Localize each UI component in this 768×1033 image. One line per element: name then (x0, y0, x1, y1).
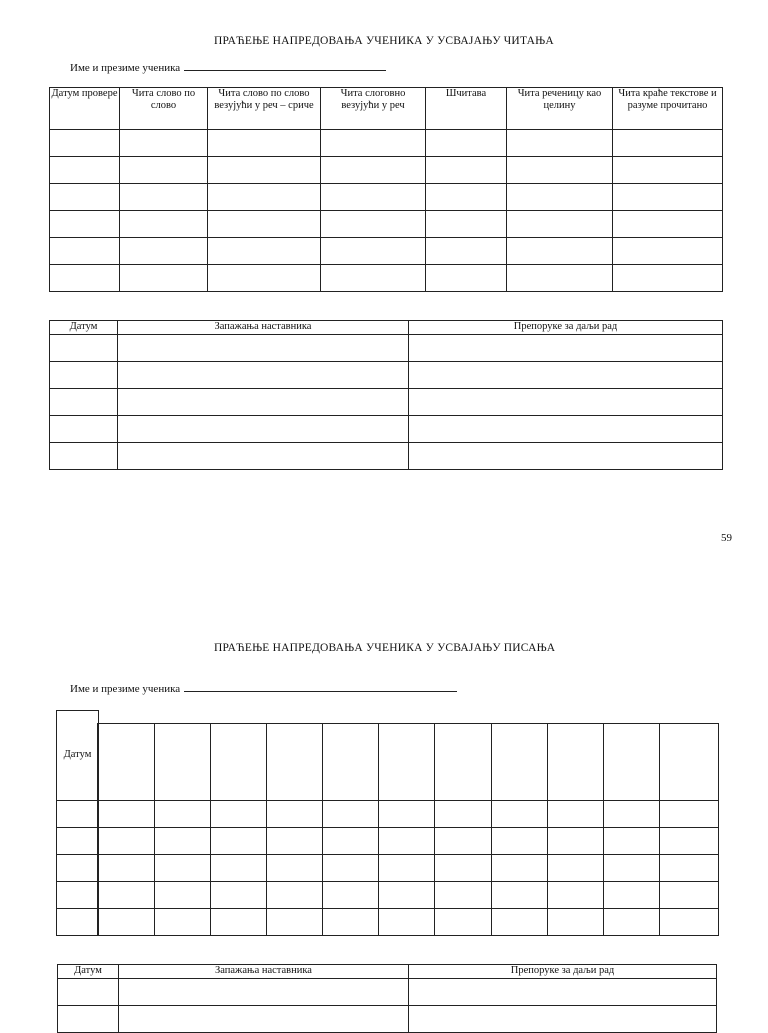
table-cell[interactable] (660, 882, 719, 909)
table-cell[interactable] (118, 335, 409, 362)
table-cell[interactable] (426, 265, 507, 292)
table-row (98, 801, 719, 828)
table-cell[interactable] (50, 130, 120, 157)
table-cell[interactable] (435, 801, 492, 828)
table-cell[interactable] (120, 238, 208, 265)
reading-title: ПРАЋЕЊЕ НАПРЕДОВАЊА УЧЕНИКА У УСВАЈАЊУ ЧИТАЊА (214, 35, 554, 47)
writing-header-row (98, 724, 719, 801)
table-cell[interactable] (435, 909, 492, 936)
table-cell[interactable] (507, 211, 613, 238)
table-cell[interactable] (660, 801, 719, 828)
table-cell[interactable] (58, 979, 119, 1006)
table-cell[interactable] (323, 909, 379, 936)
table-cell[interactable] (120, 184, 208, 211)
table-row (50, 443, 723, 470)
table-cell[interactable] (409, 443, 723, 470)
table-cell[interactable] (492, 828, 548, 855)
col-header: Запажања наставника (118, 321, 409, 335)
table-cell[interactable] (208, 184, 321, 211)
table-cell[interactable] (58, 1006, 119, 1033)
table-cell[interactable] (50, 157, 120, 184)
table-cell[interactable] (321, 157, 426, 184)
table-cell[interactable] (613, 211, 723, 238)
table-cell[interactable] (323, 855, 379, 882)
writing-date-column (56, 710, 99, 936)
table-cell[interactable] (118, 362, 409, 389)
col-header: Чита краће текстове и разуме прочитано (613, 88, 723, 130)
table-cell[interactable] (492, 909, 548, 936)
table-cell[interactable] (208, 130, 321, 157)
table-cell[interactable] (120, 157, 208, 184)
reading-student-name-field (70, 62, 386, 74)
table-cell[interactable] (50, 265, 120, 292)
student-name-label: Име и презиме ученика (70, 62, 181, 74)
table-cell[interactable] (98, 882, 155, 909)
table-cell[interactable] (267, 828, 323, 855)
table-row (50, 335, 723, 362)
table-row (50, 211, 723, 238)
table-cell[interactable] (57, 855, 99, 882)
table-cell[interactable] (426, 130, 507, 157)
table-cell[interactable] (660, 828, 719, 855)
table-cell[interactable] (604, 801, 660, 828)
table-cell[interactable] (492, 855, 548, 882)
table-cell[interactable] (98, 828, 155, 855)
table-cell[interactable] (379, 909, 435, 936)
table-cell[interactable] (211, 828, 267, 855)
table-cell[interactable] (613, 157, 723, 184)
col-header: Датум (58, 965, 119, 979)
table-cell[interactable] (604, 882, 660, 909)
table-cell[interactable] (98, 801, 155, 828)
table-cell[interactable] (208, 157, 321, 184)
table-cell[interactable] (57, 801, 99, 828)
table-cell[interactable] (613, 265, 723, 292)
table-cell[interactable] (50, 416, 118, 443)
table-cell[interactable] (267, 801, 323, 828)
table-cell[interactable] (409, 335, 723, 362)
table-cell[interactable] (379, 801, 435, 828)
table-cell[interactable] (548, 882, 604, 909)
table-cell[interactable] (492, 882, 548, 909)
table-cell[interactable] (321, 238, 426, 265)
col-header: Чита слово по слово (120, 88, 208, 130)
table-cell[interactable] (379, 882, 435, 909)
table-cell[interactable] (50, 335, 118, 362)
col-header (211, 724, 267, 801)
table-cell[interactable] (208, 238, 321, 265)
table-cell[interactable] (507, 184, 613, 211)
table-cell[interactable] (548, 855, 604, 882)
table-cell[interactable] (50, 211, 120, 238)
table-cell[interactable] (57, 909, 99, 936)
table-cell[interactable] (660, 855, 719, 882)
table-cell[interactable] (426, 184, 507, 211)
table-row (98, 828, 719, 855)
table-row (98, 882, 719, 909)
table-cell[interactable] (57, 828, 99, 855)
table-cell[interactable] (426, 211, 507, 238)
col-header (435, 724, 492, 801)
col-header: Шчитава (426, 88, 507, 130)
table-cell[interactable] (119, 1006, 409, 1033)
col-header: Чита слово по слово везујући у реч – сриче (208, 88, 321, 130)
table-cell[interactable] (323, 801, 379, 828)
date-header: Датум (57, 711, 99, 801)
table-cell[interactable] (548, 801, 604, 828)
writing-student-name-field (70, 683, 457, 695)
col-header (379, 724, 435, 801)
col-header (604, 724, 660, 801)
table-cell[interactable] (604, 855, 660, 882)
reading-progress-table (49, 87, 723, 292)
table-cell[interactable] (321, 265, 426, 292)
table-row (50, 130, 723, 157)
col-header (492, 724, 548, 801)
table-cell[interactable] (120, 211, 208, 238)
table-cell[interactable] (267, 855, 323, 882)
table-cell[interactable] (435, 882, 492, 909)
table-cell[interactable] (507, 265, 613, 292)
student-name-blank (184, 69, 386, 71)
col-header: Препоруке за даљи рад (409, 321, 723, 335)
col-header: Препоруке за даљи рад (409, 965, 717, 979)
table-cell[interactable] (98, 909, 155, 936)
table-cell[interactable] (379, 828, 435, 855)
student-name-blank (184, 690, 457, 692)
table-cell[interactable] (208, 211, 321, 238)
table-row (98, 909, 719, 936)
table-cell[interactable] (409, 1006, 717, 1033)
table-cell[interactable] (604, 828, 660, 855)
table-cell[interactable] (435, 828, 492, 855)
table-cell[interactable] (409, 362, 723, 389)
writing-progress-table (97, 723, 719, 936)
table-row (50, 389, 723, 416)
table-cell[interactable] (507, 130, 613, 157)
table-cell[interactable] (208, 265, 321, 292)
reading-header-row (50, 88, 723, 130)
table-row (50, 362, 723, 389)
table-row (50, 184, 723, 211)
table-cell[interactable] (492, 801, 548, 828)
table-row (50, 265, 723, 292)
table-cell[interactable] (211, 909, 267, 936)
col-header (267, 724, 323, 801)
col-header: Датум провере (50, 88, 120, 130)
table-cell[interactable] (321, 211, 426, 238)
table-cell[interactable] (155, 801, 211, 828)
table-cell[interactable] (50, 389, 118, 416)
table-cell[interactable] (155, 855, 211, 882)
table-cell[interactable] (379, 855, 435, 882)
table-cell[interactable] (548, 909, 604, 936)
observations-header-row (50, 321, 723, 335)
table-cell[interactable] (118, 389, 409, 416)
table-cell[interactable] (426, 238, 507, 265)
table-cell[interactable] (660, 909, 719, 936)
table-row (50, 416, 723, 443)
table-cell[interactable] (211, 801, 267, 828)
table-cell[interactable] (604, 909, 660, 936)
table-row (50, 238, 723, 265)
table-cell[interactable] (57, 882, 99, 909)
table-cell[interactable] (613, 238, 723, 265)
col-header (323, 724, 379, 801)
table-cell[interactable] (321, 184, 426, 211)
student-name-label: Име и презиме ученика (70, 683, 181, 695)
table-cell[interactable] (50, 443, 118, 470)
table-cell[interactable] (120, 130, 208, 157)
table-cell[interactable] (211, 882, 267, 909)
page-number: 59 (721, 532, 732, 544)
col-header (548, 724, 604, 801)
table-cell[interactable] (267, 882, 323, 909)
table-cell[interactable] (409, 416, 723, 443)
table-cell[interactable] (507, 157, 613, 184)
observations-table-1 (49, 320, 723, 470)
table-cell[interactable] (613, 184, 723, 211)
table-cell[interactable] (155, 828, 211, 855)
table-cell[interactable] (118, 416, 409, 443)
col-header (155, 724, 211, 801)
table-cell[interactable] (120, 265, 208, 292)
table-cell[interactable] (155, 909, 211, 936)
table-cell[interactable] (267, 909, 323, 936)
table-cell[interactable] (435, 855, 492, 882)
table-cell[interactable] (98, 855, 155, 882)
table-cell[interactable] (323, 882, 379, 909)
table-cell[interactable] (426, 157, 507, 184)
table-cell[interactable] (323, 828, 379, 855)
table-cell[interactable] (119, 979, 409, 1006)
table-cell[interactable] (155, 882, 211, 909)
table-row (58, 979, 717, 1006)
table-row (58, 1006, 717, 1033)
col-header (98, 724, 155, 801)
table-cell[interactable] (321, 130, 426, 157)
table-cell[interactable] (211, 855, 267, 882)
table-cell[interactable] (50, 362, 118, 389)
table-cell[interactable] (409, 979, 717, 1006)
table-cell[interactable] (50, 238, 120, 265)
observations-table-2 (57, 964, 717, 1033)
table-cell[interactable] (613, 130, 723, 157)
col-header: Запажања наставника (119, 965, 409, 979)
writing-title: ПРАЋЕЊЕ НАПРЕДОВАЊА УЧЕНИКА У УСВАЈАЊУ ПИСАЊА (214, 642, 556, 654)
table-row (98, 855, 719, 882)
table-row (50, 157, 723, 184)
col-header: Датум (50, 321, 118, 335)
col-header (660, 724, 719, 801)
table-cell[interactable] (507, 238, 613, 265)
col-header: Чита реченицу као целину (507, 88, 613, 130)
table-cell[interactable] (50, 184, 120, 211)
col-header: Чита слоговно везујући у реч (321, 88, 426, 130)
observations-header-row (58, 965, 717, 979)
table-cell[interactable] (409, 389, 723, 416)
table-cell[interactable] (118, 443, 409, 470)
table-cell[interactable] (548, 828, 604, 855)
